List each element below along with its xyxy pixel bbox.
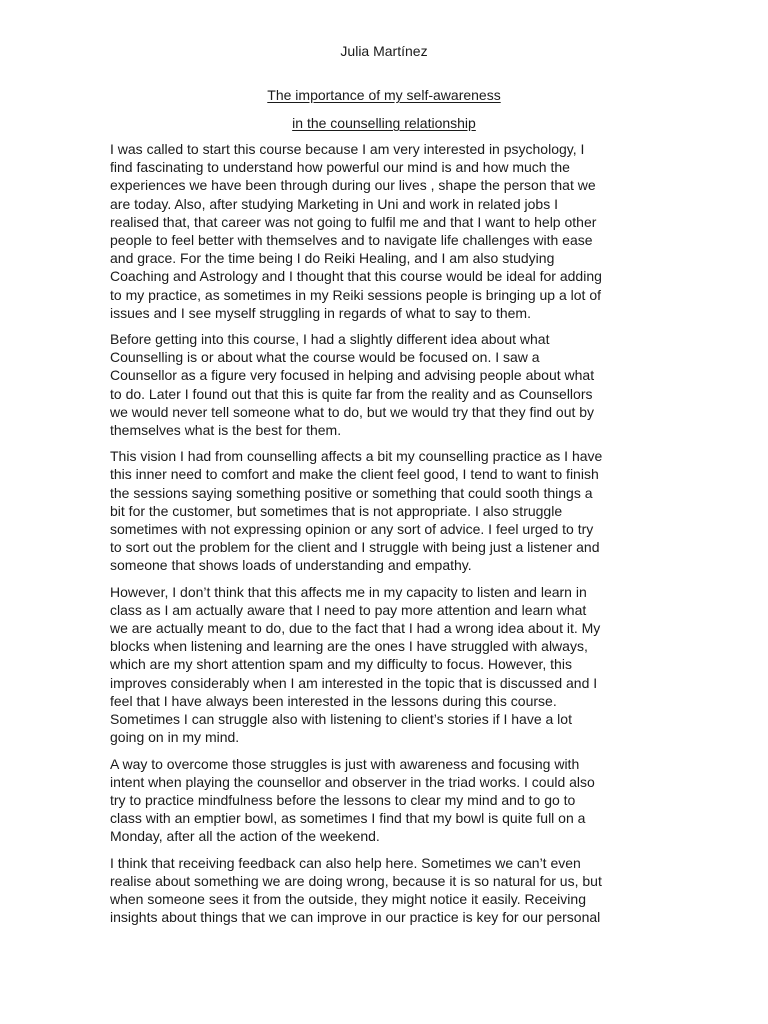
paragraph-line: to sort out the problem for the client and I struggle with being just a listener and <box>110 539 600 556</box>
paragraph-line: people to feel better with themselves and to navigate life challenges with ease <box>110 232 593 249</box>
paragraph-line: and grace. For the time being I do Reiki Healing, and I am also studying <box>110 250 555 267</box>
paragraph-line: Monday, after all the action of the weekend. <box>110 828 380 845</box>
body-paragraph <box>110 583 658 747</box>
author-name: Julia Martínez <box>340 43 428 59</box>
paragraph-line: are today. Also, after studying Marketing in Uni and work in related jobs I <box>110 195 558 212</box>
paragraph-line: class with an emptier bowl, as sometimes I find that my bowl is quite full on a <box>110 810 586 827</box>
essay-title-text-2: in the counselling relationship <box>292 115 476 131</box>
paragraph-line: the sessions saying something positive or something that could sooth things a <box>110 484 593 501</box>
essay-title-text-1: The importance of my self-awareness <box>267 87 501 103</box>
paragraph-line: blocks when listening and learning are the ones I have struggled with always, <box>110 638 588 655</box>
paragraph-line: I was called to start this course because I am very interested in psychology, I <box>110 141 585 157</box>
paragraph-line: A way to overcome those struggles is just with awareness and focusing with <box>110 755 580 772</box>
paragraph-line: find fascinating to understand how powerful our mind is and how much the <box>110 159 570 176</box>
paragraph-line: which are my short attention spam and my difficulty to focus. However, this <box>110 656 572 673</box>
paragraph-line: Sometimes I can struggle also with listening to client’s stories if I have a lot <box>110 711 572 728</box>
body-paragraph <box>110 854 658 927</box>
paragraph-line: Coaching and Astrology and I thought that this course would be ideal for adding <box>110 268 602 285</box>
paragraph-line: themselves what is the best for them. <box>110 422 342 439</box>
paragraph-line: someone that shows loads of understanding and empathy. <box>110 557 472 574</box>
paragraph-line: issues and I see myself struggling in regards of what to say to them. <box>110 304 531 321</box>
paragraph-line: realised that, that career was not going to fulfil me and that I want to help other <box>110 213 597 230</box>
paragraph-line: I think that receiving feedback can also help here. Sometimes we can’t even <box>110 854 581 871</box>
paragraph-line: class as I am actually aware that I need to pay more attention and learn what <box>110 601 587 618</box>
body-paragraph <box>110 755 658 846</box>
paragraph-line: feel that I have always been interested in the lessons during this course. <box>110 692 557 709</box>
paragraph-line: Counselling is or about what the course would be focused on. I saw a <box>110 349 540 366</box>
paragraph-line: However, I don’t think that this affects me in my capacity to listen and learn in <box>110 583 587 600</box>
essay-title-line-2 <box>0 114 768 132</box>
essay-body <box>110 140 658 934</box>
paragraph-line: to my practice, as sometimes in my Reiki sessions people is bringing up a lot of <box>110 286 601 303</box>
paragraph-line: Counsellor as a figure very focused in helping and advising people about what <box>110 367 595 384</box>
body-paragraph <box>110 330 658 439</box>
paragraph-line: Before getting into this course, I had a slightly different idea about what <box>110 331 550 348</box>
paragraph-line: insights about things that we can improve in our practice is key for our personal <box>110 909 601 926</box>
paragraph-line: going on in my mind. <box>110 729 240 746</box>
paragraph-line: This vision I had from counselling affects a bit my counselling practice as I have <box>110 448 603 465</box>
paragraph-line: this inner need to comfort and make the client feel good, I tend to want to finish <box>110 466 599 483</box>
body-paragraph <box>110 140 658 322</box>
paragraph-line: when someone sees it from the outside, they might notice it easily. Receiving <box>110 890 586 907</box>
paragraph-line: realise about something we are doing wrong, because it is so natural for us, but <box>110 872 602 889</box>
paragraph-line: experiences we have been through during our lives , shape the person that we <box>110 177 596 194</box>
paragraph-line: improves considerably when I am interested in the topic that is discussed and I <box>110 674 598 691</box>
paragraph-line: intent when playing the counsellor and observer in the triad works. I could also <box>110 773 595 790</box>
paragraph-line: we are actually meant to do, due to the fact that I had a wrong idea about it. My <box>110 620 601 637</box>
paragraph-line: sometimes with not expressing opinion or any sort of advice. I feel urged to try <box>110 521 594 538</box>
essay-title-line-1 <box>0 86 768 104</box>
paragraph-line: to do. Later I found out that this is quite far from the reality and as Counsellors <box>110 385 593 402</box>
paragraph-line: bit for the customer, but sometimes that is not appropriate. I also struggle <box>110 502 563 519</box>
paragraph-line: try to practice mindfulness before the lessons to clear my mind and to go to <box>110 791 576 808</box>
body-paragraph <box>110 447 658 574</box>
paragraph-line: we would never tell someone what to do, but we would try that they find out by <box>110 403 595 420</box>
